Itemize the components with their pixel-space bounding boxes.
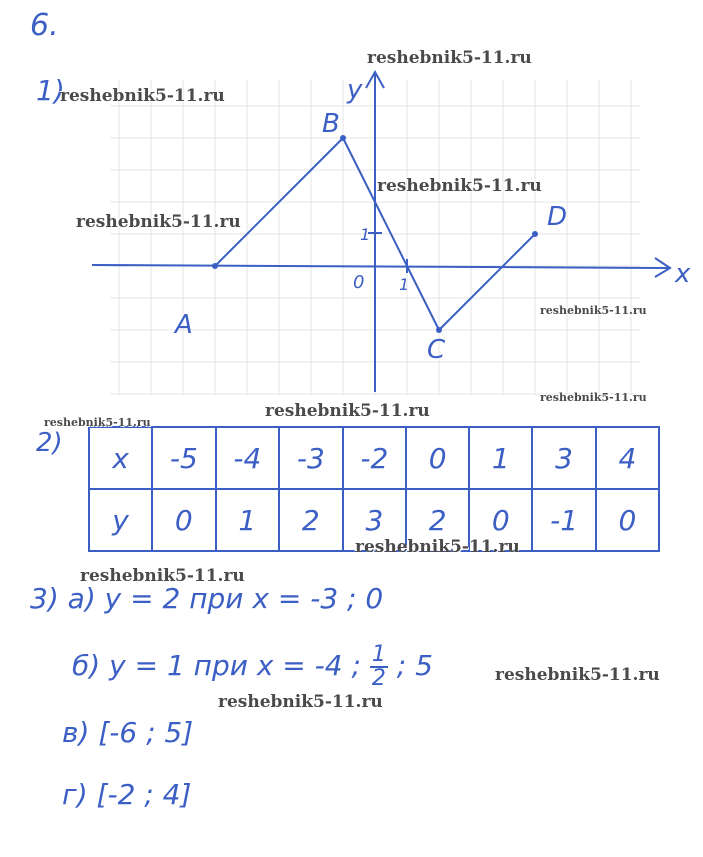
table-row-x (89, 427, 659, 489)
fraction-numerator: 1 (371, 642, 386, 667)
part3-a (30, 582, 383, 615)
watermark: reshebnik5-11.ru (495, 665, 660, 685)
table-cell: -2 (343, 427, 407, 489)
part3-v-prefix: в) (62, 716, 90, 749)
part3-v (62, 716, 193, 749)
table-cell: -3 (279, 427, 343, 489)
table-cell: 4 (596, 427, 659, 489)
fraction-denominator: 2 (371, 666, 386, 691)
coordinate-graph (0, 0, 703, 420)
part3-g-text: [-2 ; 4] (96, 778, 192, 811)
part2-label: 2) (36, 428, 63, 458)
part3-label: 3) (30, 582, 59, 615)
point-label-c: C (427, 335, 446, 365)
part3-g (62, 778, 191, 811)
table-cell: 0 (406, 427, 469, 489)
fraction (370, 644, 388, 690)
table-cell: -5 (152, 427, 216, 489)
watermark: reshebnik5-11.ru (80, 566, 245, 586)
part3-g-prefix: г) (62, 778, 88, 811)
table-cell: 1 (216, 489, 280, 551)
part3-a-prefix: a) (67, 582, 96, 615)
table-cell: -1 (532, 489, 596, 551)
watermark: reshebnik5-11.ru (265, 401, 430, 421)
table-cell: x (89, 427, 152, 489)
point-label-d: D (547, 202, 568, 232)
part3-b-prefix: б) (72, 649, 101, 682)
x-axis-label: x (675, 259, 691, 289)
table-cell: 2 (406, 489, 469, 551)
y-unit-label: 1 (360, 225, 371, 244)
table-cell: -4 (216, 427, 280, 489)
part3-b (72, 644, 433, 690)
part3-b-text: y = 1 при x = -4 ; (109, 649, 361, 682)
y-axis-label: y (347, 75, 363, 105)
table-cell: 2 (279, 489, 343, 551)
watermark: reshebnik5-11.ru (540, 391, 647, 404)
table-cell: 0 (596, 489, 659, 551)
watermark: reshebnik5-11.ru (76, 212, 241, 232)
origin-label: 0 (353, 272, 365, 293)
watermark: reshebnik5-11.ru (367, 48, 532, 68)
table-cell: y (89, 489, 152, 551)
part3-a-text: y = 2 при x = -3 ; 0 (104, 582, 384, 615)
table-cell: 1 (469, 427, 532, 489)
part3-b-tail: ; 5 (396, 649, 433, 682)
watermark: reshebnik5-11.ru (44, 416, 151, 429)
watermark: reshebnik5-11.ru (218, 692, 383, 712)
table-cell: 0 (152, 489, 216, 551)
point-d (532, 231, 538, 237)
point-b (340, 135, 346, 141)
point-c (436, 327, 442, 333)
point-label-b: B (322, 109, 340, 139)
x-unit-label: 1 (399, 275, 410, 294)
part3-v-text: [-6 ; 5] (98, 716, 194, 749)
table-cell: 3 (343, 489, 407, 551)
watermark: reshebnik5-11.ru (60, 86, 225, 106)
problem-number: 6. (30, 8, 59, 43)
watermark: reshebnik5-11.ru (377, 176, 542, 196)
watermark: reshebnik5-11.ru (540, 304, 647, 317)
point-a (212, 263, 218, 269)
part1-label: 1) (36, 74, 65, 107)
values-table (88, 426, 660, 552)
point-label-a: A (175, 310, 193, 340)
table-cell: 0 (469, 489, 532, 551)
watermark: reshebnik5-11.ru (355, 537, 520, 557)
table-cell: 3 (532, 427, 596, 489)
